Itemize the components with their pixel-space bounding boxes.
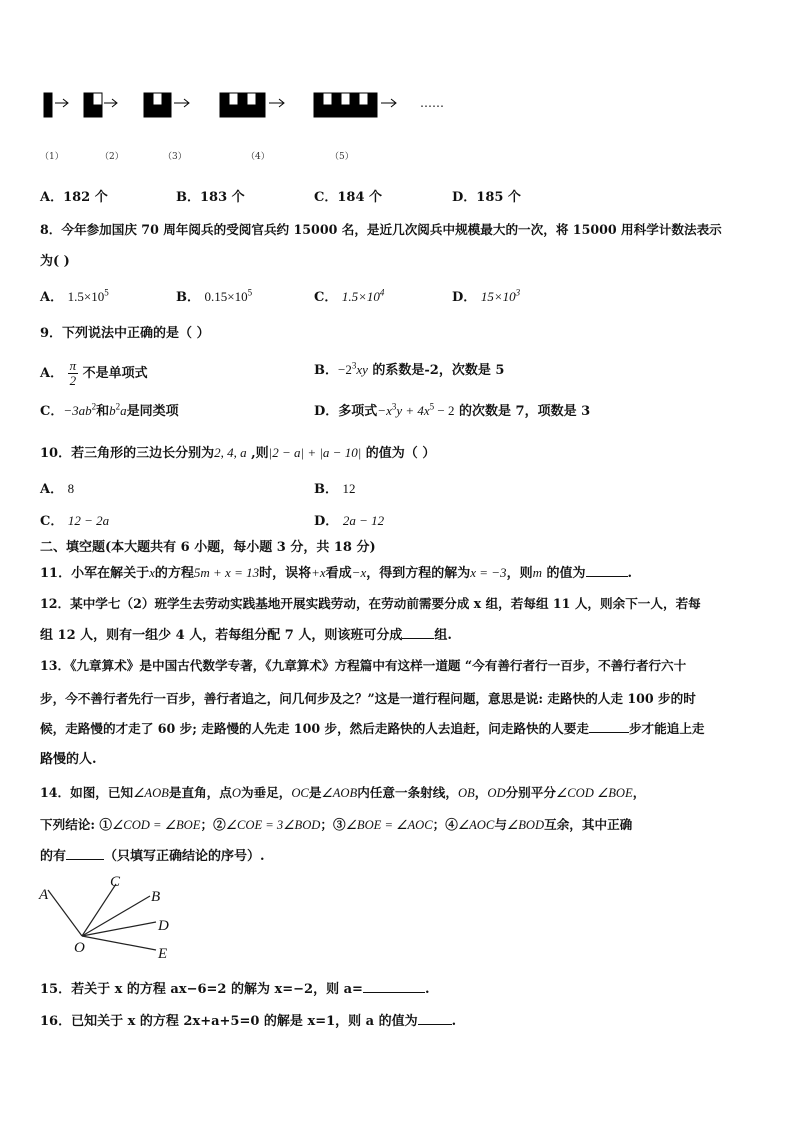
q8-option-d: D． $15\times 10^3$ xyxy=(452,287,521,305)
section-2-heading: 二、填空题(本大题共有 6 小题，每小题 3 分，共 18 分) xyxy=(40,540,376,555)
q12-line2: 组 12 人，则有一组少 4 人，若每组分配 7 人，则该班可分成 组. xyxy=(40,628,452,643)
q10-option-d: D． 2a − 12 xyxy=(314,513,385,529)
q9-fraction-pi-over-2: $\frac{\pi}{2}$ xyxy=(69,358,77,388)
q7-option-b: B．183 个 xyxy=(176,190,245,205)
ray-oa xyxy=(48,890,82,936)
figure-ellipsis: …… xyxy=(420,96,444,110)
q14-angle-diagram xyxy=(36,870,186,966)
figure-label-2: （2） xyxy=(100,152,124,162)
q7-option-a: A．182 个 xyxy=(40,190,108,205)
q13-line4: 路慢的人. xyxy=(40,752,97,767)
q13-line2: 步，今不善行者先行一百步，善行者追之，问几何步及之？”这是一道行程问题，意思是说: 走路快的人走 100 步的时 xyxy=(40,691,696,706)
q8-stem-line1: 8．今年参加国庆 70 周年阅兵的受阅官兵约 15000 名，是近几次阅兵中规模最大的一次，将 15000 用科学计数法表示 xyxy=(40,222,722,237)
q9-option-d: D．多项式$-x^3y + 4x^5 - 2$ 的次数是 7，项数是 3 xyxy=(314,401,591,419)
q13-line1: 13．《九章算术》是中国古代数学专著，《九章算术》方程篇中有这样一道题 “今有善行者行一百步，不善行者行六十 xyxy=(40,658,687,673)
q7-option-c: C．184 个 xyxy=(314,190,383,205)
q10-option-b: B． 12 xyxy=(314,481,356,497)
figure-label-4: （4） xyxy=(246,152,270,162)
label-o: O xyxy=(74,940,85,956)
label-d: D xyxy=(158,918,169,934)
q8-option-a: A． $1.5\times 10^5$ xyxy=(40,287,109,305)
question-11: 11．小军在解关于x的方程5m + x = 13时，误将+x看成−x，得到方程的解为x = −3，则m 的值为 . xyxy=(40,565,633,581)
q15-answer-blank[interactable] xyxy=(363,992,425,993)
label-b: B xyxy=(151,889,161,905)
label-c: C xyxy=(110,874,121,890)
q7-option-d: D．185 个 xyxy=(452,190,521,205)
question-15: 15．若关于 x 的方程 ax−6=2 的解为 x=−2，则 a= . xyxy=(40,982,430,997)
q8-option-b: B． $0.15\times 10^5$ xyxy=(176,287,253,305)
q11-answer-blank[interactable] xyxy=(586,576,628,577)
q14-line2: 下列结论: ①∠COD = ∠BOE；②∠COE = 3∠BOD；③∠BOE = ∠AOC；④∠AOC与∠BOD互余，其中正确 xyxy=(40,817,633,832)
q8-stem-line2: 为( ) xyxy=(40,254,70,269)
q10-option-a: A． 8 xyxy=(40,481,75,497)
q9-option-b: B．$-2^3xy$ 的系数是-2，次数是 5 xyxy=(314,360,505,378)
ray-oc xyxy=(82,884,116,936)
figure-label-1: （1） xyxy=(40,152,64,162)
q14-line1: 14．如图，已知∠AOB是直角，点O为垂足，OC是∠AOB内任意一条射线，OB，OD分别平分∠COD ∠BOE， xyxy=(40,785,646,800)
q14-line3: 的有 （只填写正确结论的序号）. xyxy=(40,849,265,864)
q13-line3: 候，走路慢的才走了 60 步; 走路慢的人先走 100 步，然后走路快的人去追赶，问走路快的人要走 步才能追上走 xyxy=(40,721,705,736)
figure-label-5: （5） xyxy=(330,152,354,162)
label-a: A xyxy=(39,887,49,903)
q10-option-c: C． 12 − 2a xyxy=(40,513,110,529)
q14-answer-blank[interactable] xyxy=(66,859,104,860)
q16-answer-blank[interactable] xyxy=(418,1024,452,1025)
q9-stem: 9．下列说法中正确的是（ ） xyxy=(40,326,210,341)
label-e: E xyxy=(158,946,168,962)
q9-option-a: A． $\frac{\pi}{2}$ 不是单项式 xyxy=(40,358,148,388)
q9-option-c: C．$-3ab^2$和$b^2a$是同类项 xyxy=(40,401,179,419)
q13-answer-blank[interactable] xyxy=(589,732,629,733)
q12-answer-blank[interactable] xyxy=(402,638,434,639)
q10-stem: 10．若三角形的三边长分别为2, 4, a ,则|2 − a| + |a − 10| 的值为（ ） xyxy=(40,445,436,461)
pattern-sequence-image xyxy=(40,90,460,126)
figure-label-3: （3） xyxy=(163,152,187,162)
question-16: 16．已知关于 x 的方程 2x+a+5=0 的解是 x=1，则 a 的值为 . xyxy=(40,1014,457,1029)
ray-oe xyxy=(82,936,156,950)
q8-option-c: C． $1.5\times 10^4$ xyxy=(314,287,385,305)
q12-line1: 12．某中学七（2）班学生去劳动实践基地开展实践劳动，在劳动前需要分成 x 组，若每组 11 人，则余下一人，若每 xyxy=(40,596,701,611)
